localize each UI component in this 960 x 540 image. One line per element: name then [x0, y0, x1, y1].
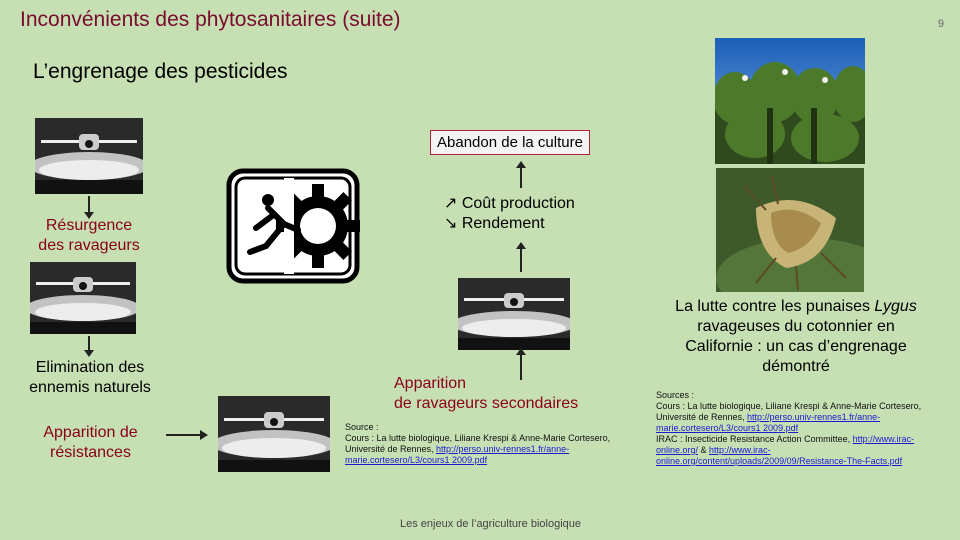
source-link-1b[interactable]: marie.cortesero/L3/cours1 2009.pdf	[345, 455, 488, 465]
crop-duster-photo-2	[30, 262, 136, 334]
slide-title: Inconvénients des phytosanitaires (suite)	[20, 8, 401, 31]
source-right: Sources : Cours : La lutte biologique, Liliane Krespi & Anne-Marie Cortesero, Université de Rennes, http://perso.univ-rennes1.fr/anne- marie.cortesero/L3/cours1 2009.pdf IRAC : Insecticide Resistance Action Committee, http://www.irac- online.org/ & http://www.irac- online.org/content/uploads/2009/09/Resistance-The-Facts.pdf	[656, 390, 922, 466]
label-resurgence: Résurgence des ravageurs	[38, 217, 140, 254]
label-resistance: Apparition de résistances	[43, 424, 138, 461]
source-left: Source : Cours : La lutte biologique, Liliane Krespi & Anne-Marie Cortesero, Université de Rennes, http://perso.univ-rennes1.fr/anne- marie.cortesero/L3/cours1 2009.pdf	[345, 422, 611, 465]
crop-duster-photo-4	[458, 278, 570, 350]
crop-duster-photo-3	[218, 396, 330, 472]
irac-link-2b[interactable]: online.org/content/uploads/2009/09/Resistance-The-Facts.pdf	[656, 456, 903, 466]
source-link-2[interactable]: http://perso.univ-rennes1.fr/anne-	[747, 412, 881, 422]
footer-text: Les enjeux de l’agriculture biologique	[400, 518, 582, 530]
irac-link-2[interactable]: http://www.irac-	[709, 445, 771, 455]
slide-subtitle: L’engrenage des pesticides	[33, 60, 288, 83]
source-link-1[interactable]: http://perso.univ-rennes1.fr/anne-	[436, 444, 570, 454]
lygus-bug-photo	[716, 168, 864, 292]
gear-hazard-icon	[226, 168, 360, 284]
label-elimination: Elimination des ennemis naturels	[29, 359, 151, 396]
arrowhead-up-2	[516, 242, 526, 249]
crop-duster-photo-1	[35, 118, 143, 194]
arrowhead-up-1	[516, 161, 526, 168]
label-cout-rendement: ↗ Coût production ↘ Rendement	[444, 195, 575, 232]
irac-link-1[interactable]: http://www.irac-	[852, 434, 915, 444]
arrow-up-1	[520, 166, 522, 188]
arrowhead-up-3	[516, 348, 526, 355]
lygus-caption: La lutte contre les punaises Lygus ravageuses du cotonnier en Californie : un cas d’engrenage démontré	[675, 298, 917, 375]
source-link-2b[interactable]: marie.cortesero/L3/cours1 2009.pdf	[656, 423, 799, 433]
page-number: 9	[937, 18, 944, 30]
irac-link-1b[interactable]: online.org/	[656, 445, 699, 455]
abandon-box: Abandon de la culture	[430, 130, 590, 155]
arrow-up-2	[520, 246, 522, 272]
arrowhead-right	[200, 430, 208, 440]
arrow-right	[166, 434, 202, 436]
cotton-field-photo	[715, 38, 865, 164]
arrowhead-2	[84, 350, 94, 357]
label-secondaires: Apparition de ravageurs secondaires	[394, 375, 579, 412]
